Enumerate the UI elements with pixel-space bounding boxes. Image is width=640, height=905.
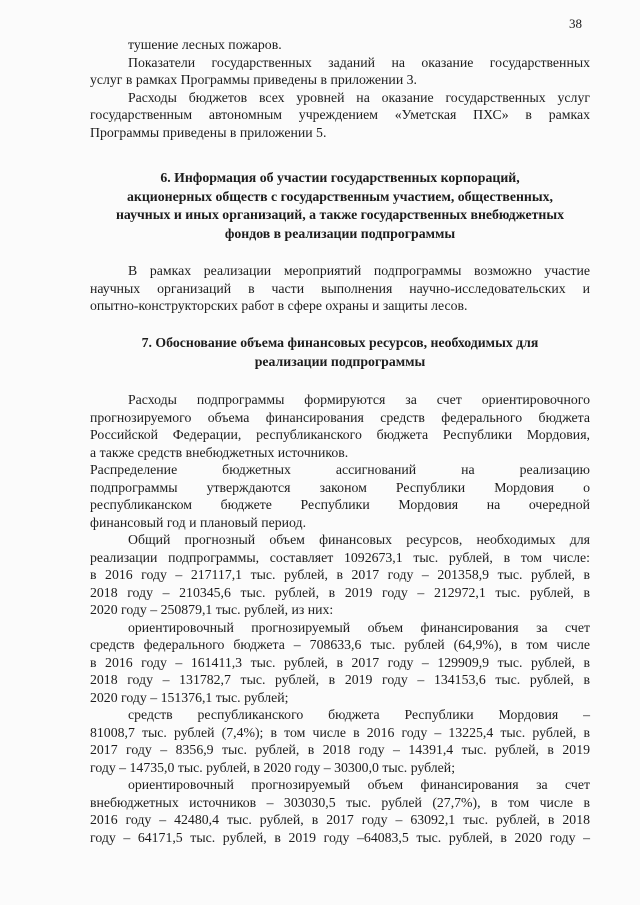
section-7-heading xyxy=(90,334,590,371)
page-number: 38 xyxy=(569,16,582,31)
text-line: ориентировочный прогнозируемый объем финансирования за счет xyxy=(128,619,590,635)
text-line: в 2016 году – 161411,3 тыс. рублей, в 2017 году – 129909,9 тыс. рублей, в xyxy=(90,654,590,670)
heading-line: 6. Информация об участии государственных корпораций, xyxy=(160,170,520,185)
section-6-heading xyxy=(90,169,590,243)
text-line: Расходы подпрограммы формируются за счет ориентировочного xyxy=(128,392,590,407)
text-line: 2018 году – 131782,7 тыс. рублей, в 2019 году – 134153,6 тыс. рублей, в xyxy=(90,672,590,687)
text-line: Распределение бюджетных ассигнований на реализацию xyxy=(90,462,590,477)
section-6-body xyxy=(90,262,590,315)
text-line: 2017 году – 8356,9 тыс. рублей, в 2018 году – 14391,4 тыс. рублей, в 2019 xyxy=(90,742,590,757)
heading-line: реализации подпрограммы xyxy=(254,353,426,369)
text-line: Российской Федерации, республиканского бюджета Республики Мордовия, xyxy=(90,427,590,442)
text-line: государственным автономным учреждением «Уметская ПХС» в рамках xyxy=(90,107,590,122)
text-line: 81008,7 тыс. рублей (7,4%); в том числе в 2016 году – 13225,4 тыс. рублей, в xyxy=(90,724,590,740)
text-line: 2020 году – 151376,1 тыс. рублей; xyxy=(90,689,289,705)
text-line: подпрограммы утверждаются законом Республики Мордовия о xyxy=(90,479,590,495)
text-line: средств федерального бюджета – 708633,6 тыс. рублей (64,9%), в том числе xyxy=(90,637,590,652)
heading-line: акционерных обществ с государственным участием, общественных, xyxy=(127,188,553,204)
text-line: прогнозируемого объема финансирования средств федерального бюджета xyxy=(90,409,590,425)
text-line: средств республиканского бюджета Республики Мордовия – xyxy=(128,707,590,722)
text-line: году – 64171,5 тыс. рублей, в 2019 году –64083,5 тыс. рублей, в 2020 году – xyxy=(90,829,590,845)
text-line: реализации подпрограммы, составляет 1092673,1 тыс. рублей, в том числе: xyxy=(90,549,590,565)
text-line: 2016 году – 42480,4 тыс. рублей, в 2017 году – 63092,1 тыс. рублей, в 2018 xyxy=(90,812,590,827)
text-line: внебюджетных источников – 303030,5 тыс. рублей (27,7%), в том числе в xyxy=(90,794,590,810)
heading-line: 7. Обоснование объема финансовых ресурсов, необходимых для xyxy=(141,335,539,350)
text-line: Показатели государственных заданий на оказание государственных xyxy=(128,54,590,70)
text-line: Программы приведены в приложении 5. xyxy=(90,124,327,140)
text-line: а также средств внебюджетных источников. xyxy=(90,444,349,460)
text-line: 2020 году – 250879,1 тыс. рублей, из них: xyxy=(90,602,334,617)
heading-line: фондов в реализации подпрограммы xyxy=(224,225,456,241)
text-line: году – 14735,0 тыс. рублей, в 2020 году – 30300,0 тыс. рублей; xyxy=(90,759,456,775)
text-line: Общий прогнозный объем финансовых ресурсов, необходимых для xyxy=(128,532,590,547)
text-line: финансовый год и плановый период. xyxy=(90,514,307,530)
text-line: научных организаций в части выполнения научно-исследовательских и xyxy=(90,280,590,296)
heading-line: научных и иных организаций, а также государственных внебюджетных xyxy=(115,207,564,222)
text-line: тушение лесных пожаров. xyxy=(128,37,282,52)
text-line: услуг в рамках Программы приведены в приложении 3. xyxy=(90,72,417,87)
text-line: ориентировочный прогнозируемый объем финансирования за счет xyxy=(128,777,590,792)
intro-paragraphs xyxy=(90,36,590,141)
text-line: В рамках реализации мероприятий подпрограммы возможно участие xyxy=(128,263,590,278)
text-line: республиканском бюджете Республики Мордовия на очередной xyxy=(90,497,590,512)
text-line: 2018 году – 210345,6 тыс. рублей, в 2019 году – 212972,1 тыс. рублей, в xyxy=(90,584,590,600)
text-line: Расходы бюджетов всех уровней на оказание государственных услуг xyxy=(128,89,590,105)
text-line: опытно-конструкторских работ в сфере охраны и защиты лесов. xyxy=(90,298,468,313)
text-line: в 2016 году – 217117,1 тыс. рублей, в 2017 году – 201358,9 тыс. рублей, в xyxy=(90,567,590,582)
section-7-body xyxy=(90,391,590,846)
